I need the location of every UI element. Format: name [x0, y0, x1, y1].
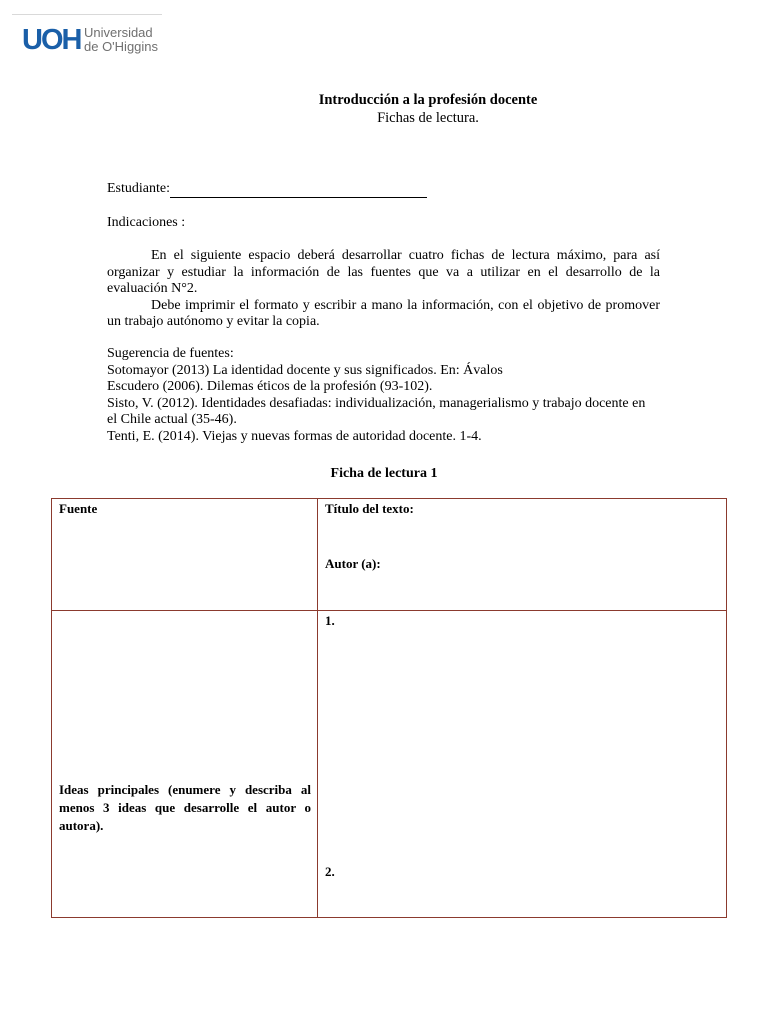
indications-paragraph-1: En el siguiente espacio deberá desarrollar cuatro fichas de lectura máximo, para así organizar y estudiar la información de las fuentes que va a utilizar en el desarrollo de la evaluación N°2. [107, 248, 660, 296]
student-label: Estudiante: [107, 181, 170, 196]
student-blank-line [170, 183, 427, 198]
ideas-label: Ideas principales (enumere y describa al menos 3 ideas que desarrolle el autor o autora). [59, 782, 311, 833]
ideas-label-cell [52, 611, 318, 918]
sources-list [107, 346, 660, 445]
idea-item-2: 2. [325, 864, 335, 879]
university-name-line2: de O'Higgins [84, 39, 159, 54]
ideas-content-cell[interactable] [318, 611, 727, 918]
document-title: Introducción a la profesión docente [318, 92, 538, 108]
university-logo [22, 20, 172, 56]
student-field [107, 181, 660, 198]
document-subtitle: Fichas de lectura. [377, 110, 479, 126]
sources-heading: Sugerencia de fuentes: [107, 346, 234, 361]
title-author-cell[interactable] [318, 499, 727, 611]
source-line: Sotomayor (2013) La identidad docente y sus significados. En: Ávalos [107, 362, 503, 378]
titulo-label: Título del texto: [325, 501, 414, 516]
source-line: Tenti, E. (2014). Viejas y nuevas formas de autoridad docente. 1-4. [107, 428, 482, 444]
reading-card-table [51, 498, 727, 918]
indications-paragraph-2: Debe imprimir el formato y escribir a mano la información, con el objetivo de promover un trabajo autónomo y evitar la copia. [107, 297, 660, 329]
source-line: Escudero (2006). Dilemas éticos de la profesión (93-102). [107, 379, 433, 394]
university-name [84, 26, 158, 54]
source-line: el Chile actual (35-46). [107, 412, 237, 427]
indications-text [107, 248, 660, 331]
uoh-logo-mark: UOH [22, 24, 81, 56]
idea-item-1: 1. [325, 613, 335, 628]
autor-label: Autor (a): [325, 556, 381, 571]
fuente-label: Fuente [59, 501, 98, 516]
indications-label: Indicaciones : [107, 215, 186, 230]
header-divider [12, 14, 162, 15]
ficha-title: Ficha de lectura 1 [330, 466, 438, 481]
fuente-cell[interactable] [52, 499, 318, 611]
source-line: Sisto, V. (2012). Identidades desafiadas: individualización, managerialismo y trabajo docente en [107, 395, 646, 411]
university-name-line1: Universidad [84, 25, 153, 40]
